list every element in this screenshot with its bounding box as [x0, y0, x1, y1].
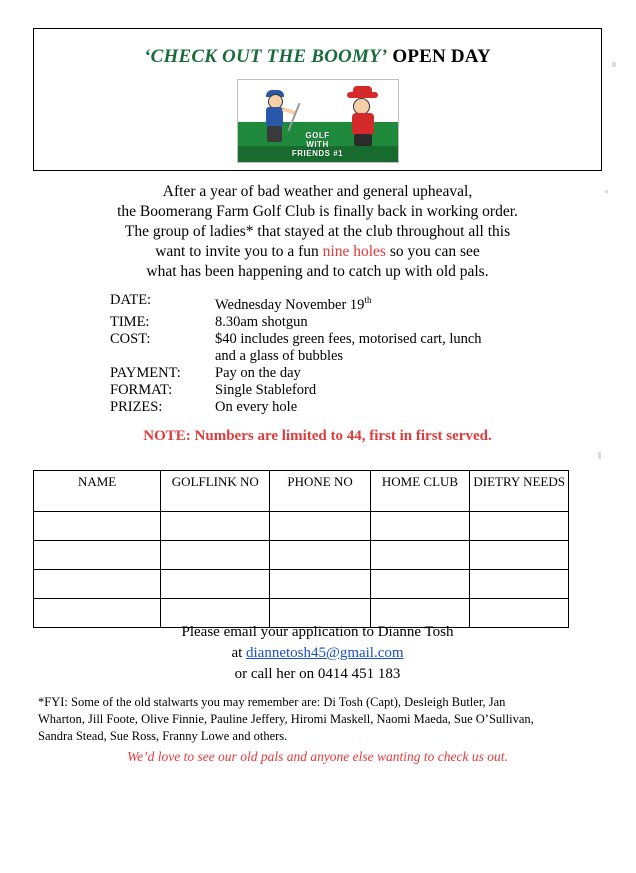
intro-line-4 — [33, 242, 602, 262]
intro-highlight-nine-holes: nine holes — [322, 243, 386, 260]
page-title — [34, 46, 601, 68]
table-cell-golflink[interactable] — [161, 512, 270, 541]
table-cell-golflink[interactable] — [161, 570, 270, 599]
footnote-block — [38, 694, 594, 745]
detail-label-date: DATE: — [110, 292, 152, 308]
detail-row-prizes — [110, 399, 530, 416]
footnote-line-3: Sandra Stead, Sue Ross, Franny Lowe and others. — [38, 729, 288, 743]
detail-row-payment — [110, 365, 530, 382]
detail-value-prizes: On every hole — [215, 398, 298, 415]
table-row[interactable] — [34, 570, 569, 599]
table-cell-diet[interactable] — [470, 512, 569, 541]
table-cell-club[interactable] — [370, 512, 470, 541]
detail-value-date-text: Wednesday November 19 — [215, 296, 365, 313]
column-header-dietry-needs: DIETRY NEEDS — [470, 471, 569, 512]
detail-value-date — [215, 292, 530, 314]
table-cell-diet[interactable] — [470, 541, 569, 570]
column-header-phone-no: PHONE NO — [270, 471, 370, 512]
contact-block — [33, 622, 602, 685]
detail-value-payment: Pay on the day — [215, 364, 301, 381]
table-cell-club[interactable] — [370, 570, 470, 599]
intro-line-4-post: so you can see — [385, 243, 480, 260]
table-cell-club[interactable] — [370, 541, 470, 570]
event-details — [110, 292, 530, 416]
table-cell-name[interactable] — [34, 541, 161, 570]
logo-caption-line2: WITH — [306, 140, 329, 149]
detail-row-cost — [110, 331, 530, 348]
footnote-line-2: Wharton, Jill Foote, Olive Finnie, Pauline Jeffery, Hiromi Maskell, Naomi Maeda, Sue O’Sullivan, — [38, 712, 534, 726]
table-row[interactable] — [34, 541, 569, 570]
detail-value-format: Single Stableford — [215, 381, 317, 398]
logo-caption — [238, 131, 398, 158]
table-row[interactable] — [34, 512, 569, 541]
detail-row-time — [110, 314, 530, 331]
table-cell-name[interactable] — [34, 570, 161, 599]
contact-line-1: Please email your application to Dianne Tosh — [181, 624, 454, 640]
intro-line-5: what has been happening and to catch up with old pals. — [146, 263, 489, 280]
contact-line-3: or call her on 0414 451 183 — [234, 666, 401, 682]
page-title-rest: OPEN DAY — [387, 46, 491, 67]
detail-row-date — [110, 292, 530, 314]
scan-speck — [605, 190, 608, 193]
intro-line-1: After a year of bad weather and general upheaval, — [162, 183, 473, 200]
contact-line-2 — [33, 643, 602, 664]
detail-label-prizes: PRIZES: — [110, 398, 163, 415]
column-header-home-club: HOME CLUB — [370, 471, 470, 512]
detail-label-payment: PAYMENT: — [110, 364, 181, 381]
table-header-row — [34, 471, 569, 512]
table-cell-name[interactable] — [34, 512, 161, 541]
limit-note: NOTE: Numbers are limited to 44, first in first served. — [143, 428, 492, 444]
intro-line-2: the Boomerang Farm Golf Club is finally back in working order. — [117, 203, 518, 220]
column-header-golflink-no: GOLFLINK NO — [161, 471, 270, 512]
logo-caption-line1: GOLF — [305, 131, 330, 140]
table-cell-phone[interactable] — [270, 541, 370, 570]
detail-value-date-suffix: th — [364, 295, 372, 305]
intro-paragraph — [33, 182, 602, 282]
table-cell-golflink[interactable] — [161, 541, 270, 570]
column-header-name: NAME — [34, 471, 161, 512]
logo-caption-line3: FRIENDS #1 — [291, 149, 344, 158]
signup-table — [33, 470, 569, 628]
golf-with-friends-logo — [237, 79, 399, 163]
contact-email-link[interactable]: diannetosh45@gmail.com — [246, 645, 404, 661]
detail-label-time: TIME: — [110, 313, 150, 330]
detail-row-format — [110, 382, 530, 399]
table-cell-phone[interactable] — [270, 570, 370, 599]
scan-speck — [598, 452, 601, 459]
table-cell-diet[interactable] — [470, 570, 569, 599]
header-box — [33, 28, 602, 171]
intro-line-3: The group of ladies* that stayed at the club throughout all this — [124, 223, 511, 240]
detail-label-format: FORMAT: — [110, 381, 173, 398]
table-cell-phone[interactable] — [270, 512, 370, 541]
page-title-quoted: ‘CHECK OUT THE BOOMY’ — [144, 46, 388, 67]
detail-value-cost-cont: and a glass of bubbles — [215, 347, 344, 364]
detail-label-cost: COST: — [110, 330, 151, 347]
intro-line-4-pre: want to invite you to a fun — [155, 243, 323, 260]
contact-at-label: at — [231, 645, 247, 661]
closing-message: We’d love to see our old pals and anyone else wanting to check us out. — [127, 749, 508, 764]
detail-value-time: 8.30am shotgun — [215, 313, 308, 330]
golfer-blue-body-icon — [266, 107, 283, 127]
scan-speck — [612, 62, 616, 67]
footnote-line-1: *FYI: Some of the old stalwarts you may remember are: Di Tosh (Capt), Desleigh Butler, Jan — [38, 695, 506, 709]
detail-value-cost: $40 includes green fees, motorised cart, lunch — [215, 330, 482, 347]
